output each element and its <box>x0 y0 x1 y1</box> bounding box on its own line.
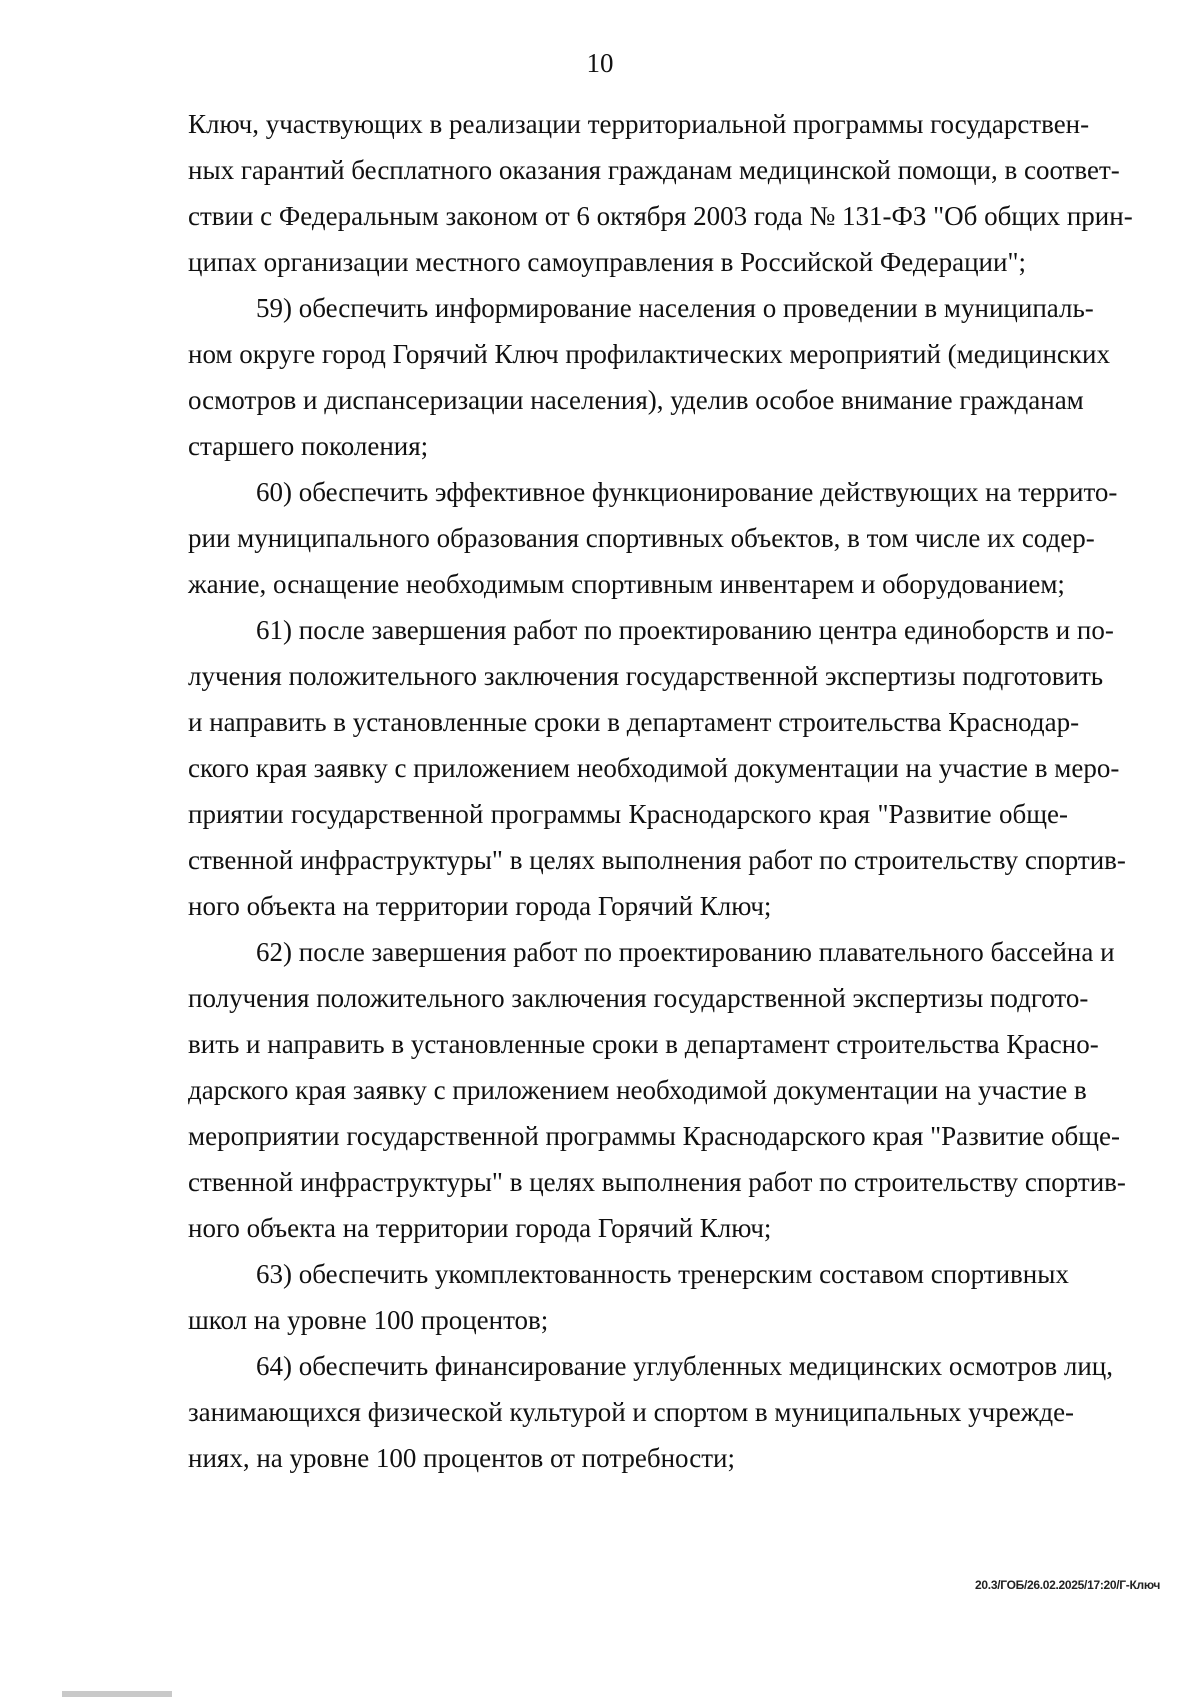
text-line: лучения положительного заключения государственной экспертизы подготовить <box>188 661 1104 691</box>
text-line: 63) обеспечить укомплектованность тренерским составом спортивных <box>256 1259 1069 1289</box>
paragraph-p58_cont <box>188 101 1133 285</box>
paragraph-p62 <box>188 929 1126 1251</box>
text-line: вить и направить в установленные сроки в департамент строительства Красно- <box>188 1029 1099 1059</box>
text-line: 60) обеспечить эффективное функционирование действующих на террито- <box>256 477 1118 507</box>
text-line: жание, оснащение необходимым спортивным инвентарем и оборудованием; <box>188 569 1065 599</box>
text-line: ствии с Федеральным законом от 6 октября 2003 года № 131-ФЗ "Об общих прин- <box>188 201 1133 231</box>
text-line: ных гарантий бесплатного оказания гражданам медицинской помощи, в соответ- <box>188 155 1120 185</box>
paragraph-p61 <box>188 607 1126 929</box>
text-line: дарского края заявку с приложением необходимой документации на участие в <box>188 1075 1087 1105</box>
text-line: старшего поколения; <box>188 431 429 461</box>
text-line: получения положительного заключения государственной экспертизы подгото- <box>188 983 1089 1013</box>
text-line: 64) обеспечить финансирование углубленных медицинских осмотров лиц, <box>256 1351 1113 1381</box>
paragraph-p64 <box>188 1343 1113 1481</box>
text-line: приятии государственной программы Краснодарского края "Развитие обще- <box>188 799 1068 829</box>
document-body <box>188 101 1133 1481</box>
paragraph-p63 <box>188 1251 1068 1343</box>
text-line: ципах организации местного самоуправления в Российской Федерации"; <box>188 247 1026 277</box>
footer-registration-code: 20.3/ГОБ/26.02.2025/17:20/Г-Ключ <box>975 1578 1160 1592</box>
text-line: 62) после завершения работ по проектированию плавательного бассейна и <box>256 937 1115 967</box>
text-line: ниях, на уровне 100 процентов от потребности; <box>188 1443 735 1473</box>
text-line: ского края заявку с приложением необходимой документации на участие в меро- <box>188 753 1120 783</box>
page-number: 10 <box>586 48 614 78</box>
text-line: ного объекта на территории города Горячий Ключ; <box>188 891 772 921</box>
text-line: и направить в установленные сроки в департамент строительства Краснодар- <box>188 707 1080 737</box>
text-line: осмотров и диспансеризации населения), уделив особое внимание гражданам <box>188 385 1084 415</box>
text-line: ственной инфраструктуры" в целях выполнения работ по строительству спортив- <box>188 845 1126 875</box>
paragraph-p60 <box>188 469 1118 607</box>
text-line: ного объекта на территории города Горячий Ключ; <box>188 1213 772 1243</box>
paragraph-p59 <box>188 285 1110 469</box>
text-line: рии муниципального образования спортивных объектов, в том числе их содер- <box>188 523 1095 553</box>
text-line: школ на уровне 100 процентов; <box>188 1305 549 1335</box>
text-line: ном округе город Горячий Ключ профилактических мероприятий (медицинских <box>188 339 1110 369</box>
scan-edge-mark <box>62 1691 172 1697</box>
text-line: Ключ, участвующих в реализации территориальной программы государствен- <box>188 109 1090 139</box>
text-line: ственной инфраструктуры" в целях выполнения работ по строительству спортив- <box>188 1167 1126 1197</box>
text-line: занимающихся физической культурой и спортом в муниципальных учрежде- <box>188 1397 1075 1427</box>
text-line: 59) обеспечить информирование населения о проведении в муниципаль- <box>256 293 1094 323</box>
text-line: мероприятии государственной программы Краснодарского края "Развитие обще- <box>188 1121 1120 1151</box>
text-line: 61) после завершения работ по проектированию центра единоборств и по- <box>256 615 1114 645</box>
